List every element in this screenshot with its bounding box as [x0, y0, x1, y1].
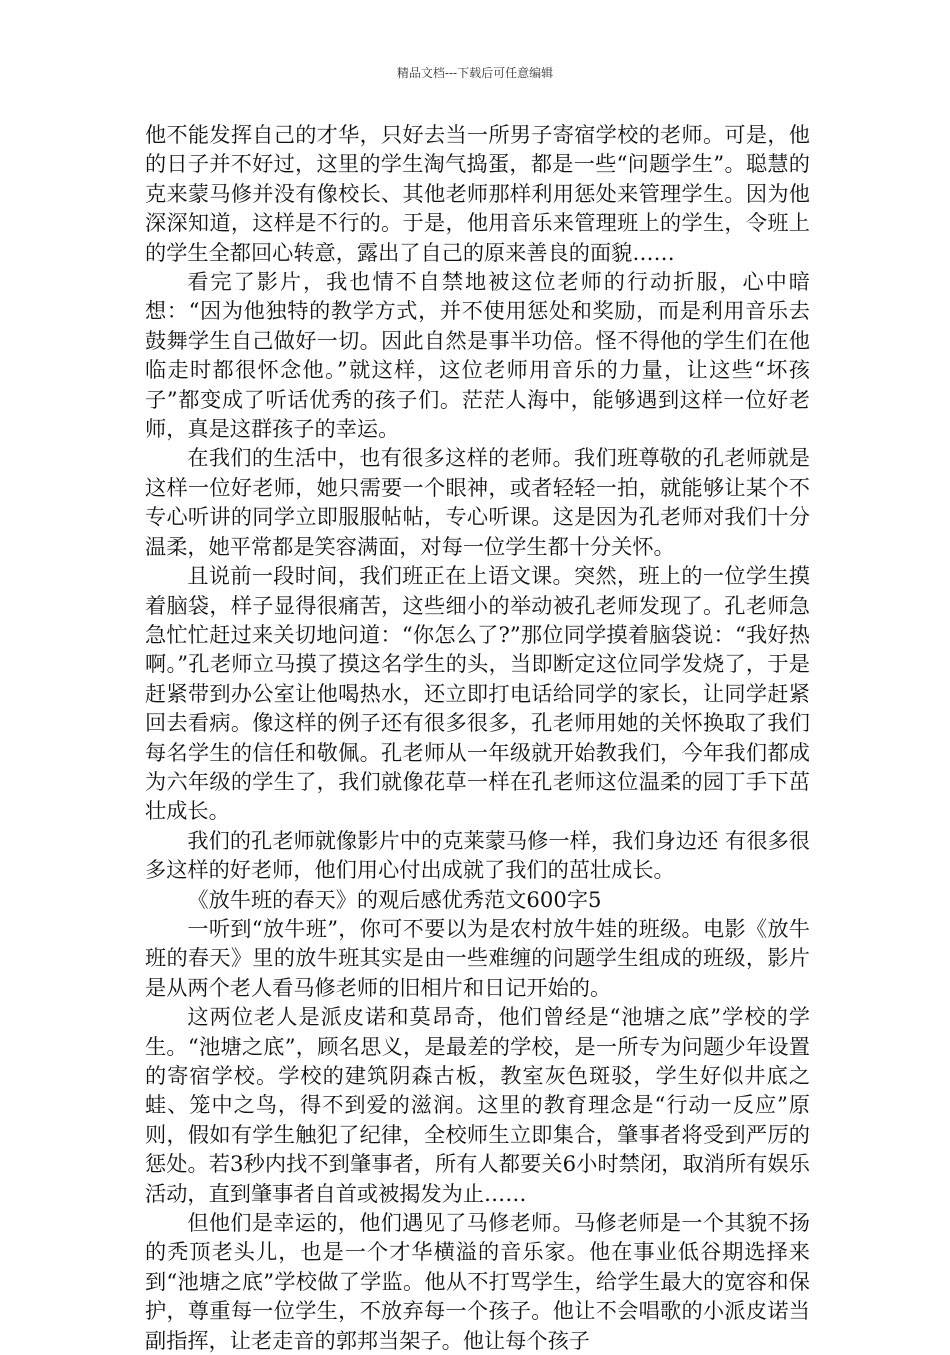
paragraph: 我们的孔老师就像影片中的克莱蒙马修一样，我们身边还 有很多很多这样的好老师，他们用心付出成就了我们的茁壮成长。: [145, 827, 810, 883]
paragraph: 但他们是幸运的，他们遇见了马修老师。马修老师是一个其貌不扬的秃顶老头儿，也是一个才华横溢的音乐家。他在事业低谷期选择来到“池塘之底”学校做了学监。他从不打骂学生，给学生最大的宽容和保护，尊重每一位学生，不放弃每一个孩子。他让不会唱歌的小派皮诺当副指挥，让老走音的郭邦当架子。他让每个孩子: [145, 1210, 810, 1353]
paragraph: 在我们的生活中，也有很多这样的老师。我们班尊敬的孔老师就是这样一位好老师，她只需要一个眼神，或者轻轻一拍，就能够让某个不专心听讲的同学立即服服帖帖，专心听课。这是因为孔老师对我们十分温柔，她平常都是笑容满面，对每一位学生都十分关怀。: [145, 445, 810, 559]
paragraph: 且说前一段时间，我们班正在上语文课。突然，班上的一位学生摸着脑袋，样子显得很痛苦，这些细小的举动被孔老师发现了。孔老师急急忙忙赶过来关切地问道：“你怎么了?”那位同学摸着脑袋说：“我好热啊。”孔老师立马摸了摸这名学生的头，当即断定这位同学发烧了，于是赶紧带到办公室让他喝热水，还立即打电话给同学的家长，让同学赶紧回去看病。像这样的例子还有很多很多，孔老师用她的关怀换取了我们每名学生的信任和敬佩。孔老师从一年级就开始教我们，今年我们都成为六年级的学生了，我们就像花草一样在孔老师这位温柔的园丁手下茁壮成长。: [145, 563, 810, 824]
paragraph: 他不能发挥自己的才华，只好去当一所男子寄宿学校的老师。可是，他的日子并不好过，这里的学生淘气捣蛋，都是一些“问题学生”。聪慧的克来蒙马修并没有像校长、其他老师那样利用惩处来管理学生。因为他深深知道，这样是不行的。于是，他用音乐来管理班上的学生，令班上的学生全都回心转意，露出了自己的原来善良的面貌……: [145, 122, 810, 265]
document-body: [145, 120, 810, 1355]
paragraph: 看完了影片，我也情不自禁地被这位老师的行动折服，心中暗想：“因为他独特的教学方式，并不使用惩处和奖励，而是利用音乐去鼓舞学生自己做好一切。因此自然是事半功倍。怪不得他的学生们在他临走时都很怀念他。”就这样，这位老师用音乐的力量，让这些“坏孩子”都变成了听话优秀的孩子们。茫茫人海中，能够遇到这样一位好老师，真是这群孩子的幸运。: [145, 269, 810, 442]
paragraph: 这两位老人是派皮诺和莫昂奇，他们曾经是“池塘之底”学校的学生。“池塘之底”，顾名思义，是最差的学校，是一所专为问题少年设置的寄宿学校。学校的建筑阴森古板，教室灰色斑驳，学生好似井底之蛙、笼中之鸟，得不到爱的滋润。这里的教育理念是“行动一反应”原则，假如有学生触犯了纪律，全校师生立即集合，肇事者将受到严厉的惩处。若3秒内找不到肇事者，所有人都要关6小时禁闭，取消所有娱乐活动，直到肇事者自首或被揭发为止……: [145, 1004, 810, 1206]
page-header: 精品文档---下载后可任意编辑: [396, 66, 554, 80]
section-title: 《放牛班的春天》的观后感优秀范文600字5: [187, 886, 602, 912]
paragraph: 一听到“放牛班”，你可不要以为是农村放牛娃的班级。电影《放牛班的春天》里的放牛班其实是由一些难缠的问题学生组成的班级，影片是从两个老人看马修老师的旧相片和日记开始的。: [145, 915, 810, 1000]
